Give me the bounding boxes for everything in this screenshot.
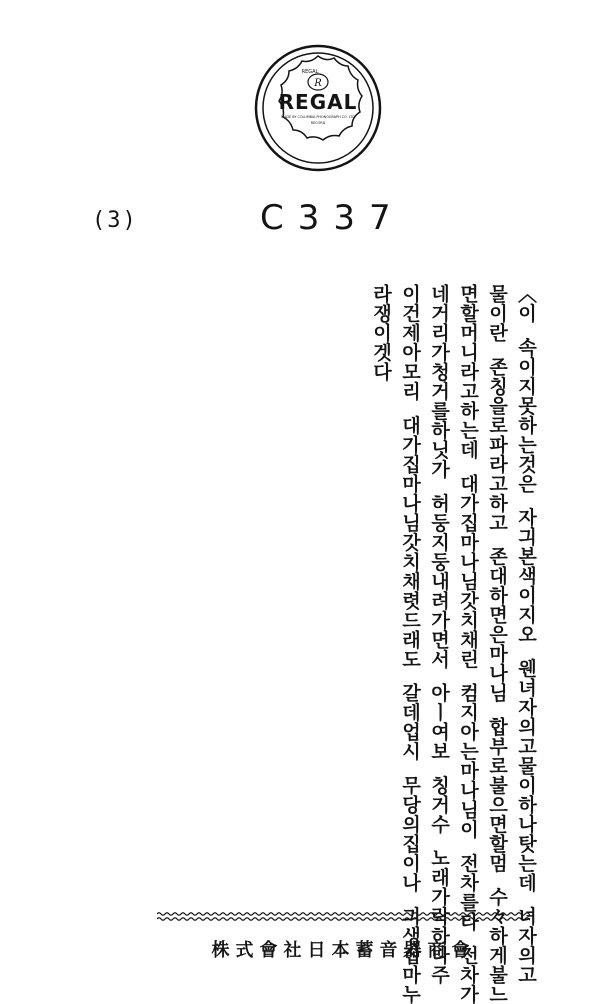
regal-logo [252, 42, 384, 174]
lyric-line-4: 네거리가청거를하닛가 허둥지둥내려가면서 아ㅣ여보 칭거수 노래가락하나주 [428, 284, 450, 985]
logo-small-line-2: RECORD [310, 121, 326, 125]
lyric-line-3: 면할머니라고하는데 대가집마나님갓치채린 컴지아는마나님이 전차를타 전차가 [457, 284, 479, 1004]
wavy-divider [157, 908, 530, 926]
logo-mark: R [314, 78, 322, 89]
publisher-imprint: 株式會社日本蓄音器商會 [211, 940, 476, 961]
logo-brand: REGAL [278, 90, 358, 114]
lyric-line-6: 라쟁이겟다 [370, 284, 392, 382]
lyrics-text [368, 284, 539, 1004]
lyric-line-1: 〈이 속이지못하는것은 자긔본색이지오 웬녀자의고물이하나탓는데 녀자의고 [515, 284, 537, 985]
lyric-line-5: 이건제아모리 대가집마나님갓치채렷드래도 갈데업시 무당의집이나 긔생집마누 [399, 284, 421, 1004]
page-number: (3) [92, 208, 138, 233]
regal-logo-icon [252, 42, 384, 174]
logo-small-line-1: MADE BY COLUMBIA PHONOGRAPH CO. LTD [281, 115, 355, 119]
logo-small-top: REGAL [301, 69, 319, 75]
record-number: C337 [260, 198, 405, 238]
lyric-line-2: 물이란 존칭을로파라고하고 존대하면은마나님 합부로불으면할멈 수々하게불느 [486, 284, 508, 1004]
